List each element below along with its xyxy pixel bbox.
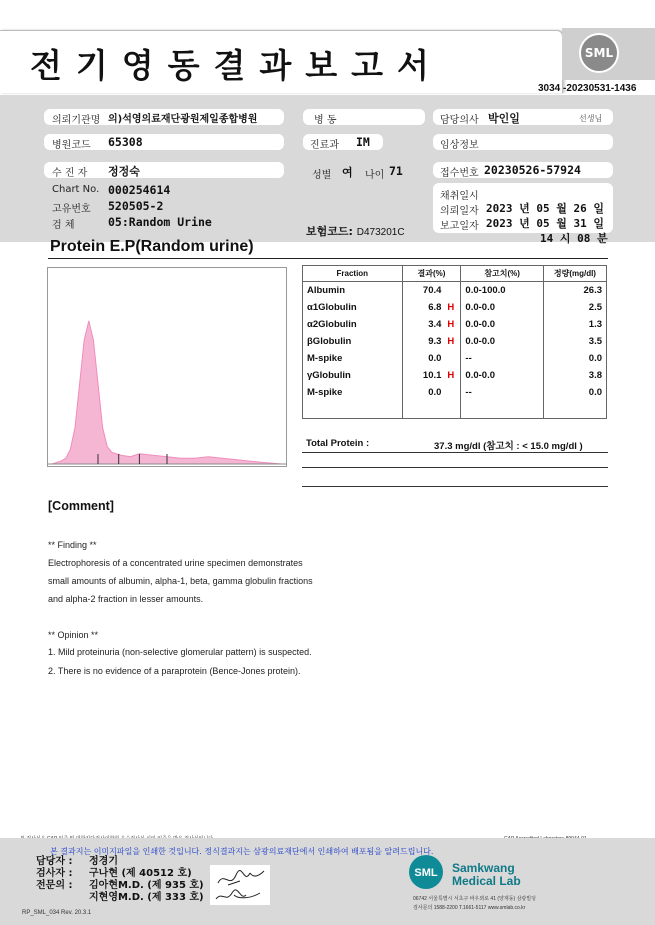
- receipt-label: 접수번호: [440, 168, 479, 179]
- finding-line: small amounts of albumin, alpha-1, beta, gamma globulin fractions: [48, 576, 313, 586]
- electrophoresis-graph: [47, 267, 287, 467]
- collect-label: 채취일시: [440, 191, 479, 202]
- electrophoresis-svg: [48, 268, 286, 466]
- signature-background: [210, 865, 270, 905]
- staff-role: 검사자 :: [36, 868, 73, 879]
- total-protein-label: Total Protein :: [306, 438, 370, 449]
- institution-label: 의뢰기관명: [52, 115, 101, 126]
- dept-label: 진료과: [310, 140, 339, 151]
- table-row: [303, 316, 607, 333]
- staff-name: 정경기: [89, 856, 118, 867]
- finding-line: Electrophoresis of a concentrated urine specimen demonstrates: [48, 558, 303, 568]
- finding-heading: ** Finding **: [48, 540, 97, 550]
- table-row: [303, 384, 607, 401]
- result-value: 0.0: [428, 387, 442, 398]
- cell-result: [402, 333, 461, 350]
- cell-quantity: 2.5: [543, 299, 606, 316]
- cell-result: [402, 282, 461, 300]
- cell-quantity: 3.5: [543, 333, 606, 350]
- lab-logo-text: SML: [414, 867, 438, 879]
- opinion-heading: ** Opinion **: [48, 630, 99, 640]
- cell-reference: --: [461, 384, 543, 401]
- report-time-value: 14 시 08 분: [540, 232, 608, 245]
- table-header-row: [303, 266, 607, 282]
- cell-fraction: M-spike: [303, 384, 403, 401]
- cell-quantity: 1.3: [543, 316, 606, 333]
- logo-text: SML: [584, 46, 614, 60]
- lab-contact: 검사문의 1588-2200 T.1661-5117 www.smlab.co.kr: [413, 905, 526, 911]
- sex-label: 성별: [312, 170, 332, 181]
- result-value: 10.1: [422, 370, 442, 381]
- total-protein-value: 37.3 mg/dl (참고치 : < 15.0 mg/dl ): [434, 441, 583, 452]
- doctor-suffix: 선생님: [579, 114, 603, 123]
- lab-name: [452, 862, 521, 888]
- form-code: RP_SML_034 Rev. 20.3.1: [22, 910, 92, 916]
- fraction-table: [302, 265, 607, 419]
- opinion-line: 2. There is no evidence of a paraprotein (Bence-Jones protein).: [48, 666, 301, 676]
- cell-reference: 0.0-0.0: [461, 367, 543, 384]
- cell-reference: 0.0-0.0: [461, 333, 543, 350]
- table-row: [303, 282, 607, 300]
- patient-value: 정정숙: [108, 165, 140, 178]
- sex-value: 여: [342, 166, 353, 179]
- table-row: [303, 299, 607, 316]
- patient-label: 수 진 자: [52, 168, 88, 179]
- request-label: 의뢰일자: [440, 206, 479, 217]
- dept-value: IM: [356, 135, 370, 149]
- lab-address: 06742 서울특별시 서초구 바우뫼로 41 (양재동) 삼광빌딩: [413, 896, 536, 902]
- result-value: 9.3: [428, 336, 442, 347]
- request-value: 2023 년 05 월 26 일: [486, 202, 604, 215]
- cell-quantity: 0.0: [543, 350, 606, 367]
- result-value: 70.4: [422, 285, 442, 296]
- table-row: [303, 401, 607, 419]
- cell-result: [402, 401, 461, 419]
- cell-result: [402, 316, 461, 333]
- age-value: 71: [389, 164, 403, 178]
- flag-high: H: [447, 370, 455, 381]
- col-fraction: Fraction: [303, 266, 403, 282]
- col-result: 결과(%): [402, 266, 461, 282]
- result-value: 3.4: [428, 319, 442, 330]
- result-value: 0.0: [428, 353, 442, 364]
- opinion-line: 1. Mild proteinuria (non-selective glomerular pattern) is suspected.: [48, 647, 312, 657]
- report-date-value: 2023 년 05 월 31 일: [486, 217, 604, 230]
- cell-result: [402, 299, 461, 316]
- col-reference: 참고치(%): [461, 266, 543, 282]
- blank-line: [302, 467, 608, 468]
- cell-quantity: 26.3: [543, 282, 606, 300]
- electrophoresis-curve-fill: [52, 321, 282, 464]
- flag-high: H: [447, 302, 455, 313]
- total-protein-line: [302, 438, 608, 453]
- cell-result: [402, 384, 461, 401]
- staff-role: 담당자 :: [36, 856, 73, 867]
- samkwang-logo-icon: [408, 854, 444, 890]
- lab-name-line2: Medical Lab: [452, 874, 521, 888]
- ward-label: 병 동: [314, 115, 337, 126]
- cell-reference: --: [461, 350, 543, 367]
- image-notice: 본 결과지는 이미지파일을 인쇄한 것입니다. 정식결과지는 삼광의료재단에서 인쇄하여 배포됨을 알려드립니다.: [50, 847, 434, 856]
- cell-result: [402, 350, 461, 367]
- cell-fraction: α1Globulin: [303, 299, 403, 316]
- cell-reference: 0.0-100.0: [461, 282, 543, 300]
- cell-fraction: γGlobulin: [303, 367, 403, 384]
- staff-name: 구나현 (제 40512 호): [89, 868, 192, 879]
- doctor-label: 담당의사: [440, 115, 479, 126]
- cell-fraction: M-spike: [303, 350, 403, 367]
- cell-fraction: α2Globulin: [303, 316, 403, 333]
- comment-heading: [Comment]: [48, 499, 114, 513]
- chart-no-label: Chart No.: [52, 184, 100, 195]
- cell-fraction: Albumin: [303, 282, 403, 300]
- cell-reference: 0.0-0.0: [461, 316, 543, 333]
- cell-reference: [461, 401, 543, 419]
- specimen-label: 검 체: [52, 220, 75, 231]
- institution-value: 의)석영의료재단광원제일종합병원: [108, 114, 258, 125]
- age-label: 나이: [365, 170, 385, 181]
- report-date-label: 보고일자: [440, 221, 479, 232]
- unique-no-label: 고유번호: [52, 204, 91, 215]
- sml-logo-icon: [579, 33, 619, 73]
- unique-no-value: 520505-2: [108, 199, 164, 213]
- insurance-code: [306, 223, 405, 239]
- cell-result: [402, 367, 461, 384]
- table-row: [303, 367, 607, 384]
- staff-name: 지현영M.D. (제 333 호): [89, 892, 204, 903]
- chart-title: Protein E.P(Random urine): [50, 238, 254, 255]
- staff-name: 김아현M.D. (제 935 호): [89, 880, 204, 891]
- cell-quantity: 0.0: [543, 384, 606, 401]
- specimen-value: 05:Random Urine: [108, 215, 212, 229]
- blank-line: [302, 486, 608, 487]
- chart-no-value: 000254614: [108, 183, 171, 197]
- insurance-label: 보험코드:: [306, 225, 353, 238]
- lab-name-line1: Samkwang: [452, 861, 515, 875]
- title-underline: [48, 258, 608, 259]
- clinical-label: 임상정보: [440, 140, 479, 151]
- cell-fraction: βGlobulin: [303, 333, 403, 350]
- col-quantity: 정량(mg/dl): [543, 266, 606, 282]
- cell-reference: 0.0-0.0: [461, 299, 543, 316]
- cell-fraction: [303, 401, 403, 419]
- insurance-value: D473201C: [356, 227, 405, 238]
- cell-quantity: [543, 401, 606, 419]
- flag-high: H: [447, 319, 455, 330]
- staff-role: 전문의 :: [36, 880, 73, 891]
- doctor-value: 박인일: [488, 112, 520, 125]
- cell-quantity: 3.8: [543, 367, 606, 384]
- hospcode-label: 병원코드: [52, 140, 91, 151]
- table-row: [303, 333, 607, 350]
- signature-image: [210, 865, 270, 905]
- table-row: [303, 350, 607, 367]
- finding-line: and alpha-2 fraction in lesser amounts.: [48, 594, 204, 604]
- flag-high: H: [447, 336, 455, 347]
- report-title: 전기영동결과보고서: [30, 46, 443, 85]
- hospcode-value: 65308: [108, 135, 143, 149]
- report-number-line1: 3034 -20230531-1436: [538, 83, 637, 94]
- receipt-value: 20230526-57924: [484, 163, 581, 177]
- result-value: 6.8: [428, 302, 442, 313]
